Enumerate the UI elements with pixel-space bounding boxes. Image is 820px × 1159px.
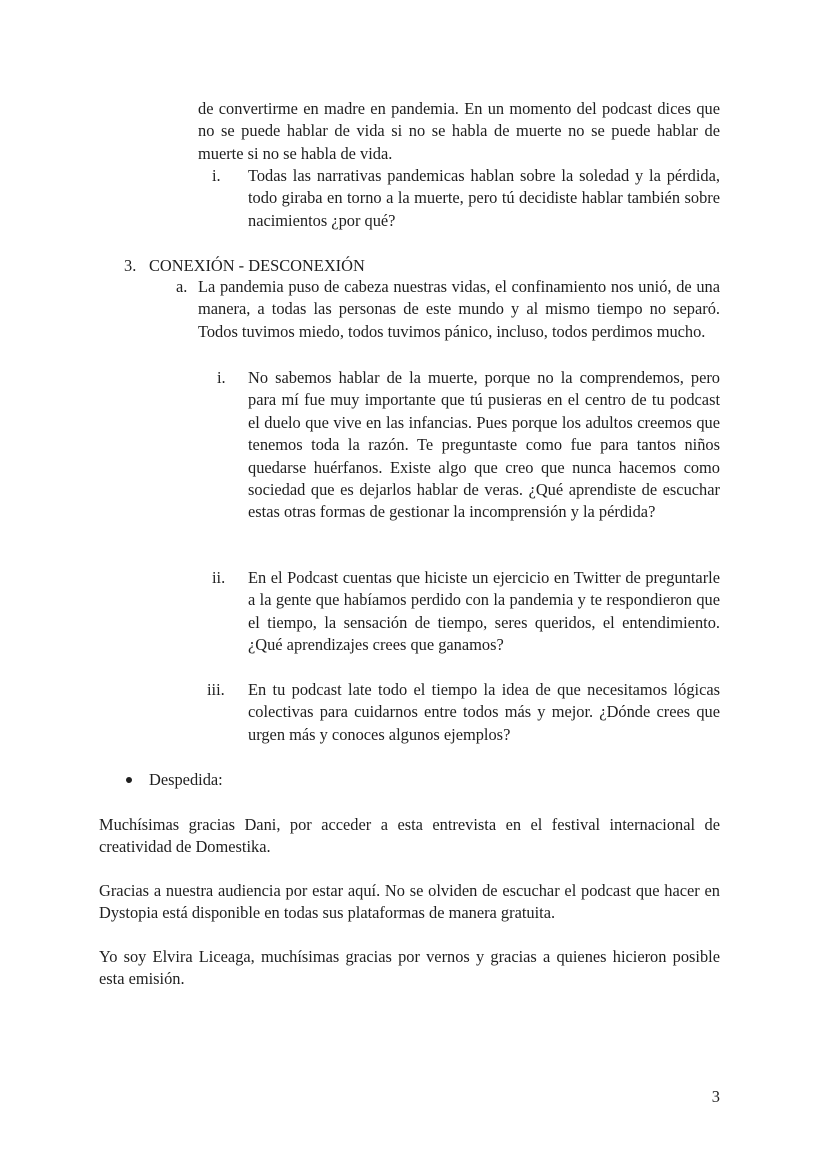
list-marker: a.	[176, 277, 188, 296]
list-marker: iii.	[207, 680, 225, 699]
intro-paragraph-continuation: de convertirme en madre en pandemia. En un momento del podcast dices que no se puede hablar de vida si no se habla de muerte no se puede hablar de muerte si no se habla de vida.	[198, 99, 720, 163]
page-number: 3	[711, 1087, 720, 1106]
bullet-icon	[126, 777, 132, 783]
question-paragraph: No sabemos hablar de la muerte, porque no la comprendemos, pero para mí fue muy importante que tú pusieras en el centro de tu podcast el duelo que vive en las infancias. Pues porque los adultos creemos que tenemos toda la razón. Te preguntaste como fue para tantos niños quedarse huérfanos. Existe algo que creo que nunca hacemos como sociedad que es dejarlos hablar de veras. ¿Qué aprendiste de escuchar estas otras formas de gestionar la incomprensión y la pérdida?	[248, 368, 720, 522]
closing-paragraph: Muchísimas gracias Dani, por acceder a esta entrevista en el festival internacional de creatividad de Domestika.	[99, 815, 720, 857]
list-marker: i.	[217, 368, 226, 387]
closing-paragraph: Gracias a nuestra audiencia por estar aquí. No se olviden de escuchar el podcast que hacer en Dystopia está disponible en todas sus plataformas de manera gratuita.	[99, 881, 720, 923]
question-paragraph: En tu podcast late todo el tiempo la idea de que necesitamos lógicas colectivas para cuidarnos entre todos más y mejor. ¿Dónde crees que urgen más y conoces algunos ejemplos?	[248, 680, 720, 744]
list-marker: ii.	[212, 568, 226, 587]
question-paragraph: En el Podcast cuentas que hiciste un ejercicio en Twitter de preguntarle a la gente que habíamos perdido con la pandemia y te respondieron que el tiempo, la sensación de tiempo, seres queridos, el entendimiento. ¿Qué aprendizajes crees que ganamos?	[248, 568, 720, 655]
list-marker: i.	[212, 166, 221, 185]
question-paragraph: Todas las narrativas pandemicas hablan sobre la soledad y la pérdida, todo giraba en torno a la muerte, pero tú decidiste hablar también sobre nacimientos ¿por qué?	[248, 166, 720, 230]
section-number: 3.	[124, 256, 137, 275]
closing-paragraph: Yo soy Elvira Liceaga, muchísimas gracias por vernos y gracias a quienes hicieron posible esta emisión.	[99, 947, 720, 989]
section-heading: CONEXIÓN - DESCONEXIÓN	[149, 256, 365, 275]
section-paragraph: La pandemia puso de cabeza nuestras vidas, el confinamiento nos unió, de una manera, a todas las personas de este mundo y al mismo tiempo no separó. Todos tuvimos miedo, todos tuvimos pánico, incluso, todos perdimos mucho.	[198, 277, 720, 341]
farewell-label: Despedida:	[149, 770, 223, 789]
